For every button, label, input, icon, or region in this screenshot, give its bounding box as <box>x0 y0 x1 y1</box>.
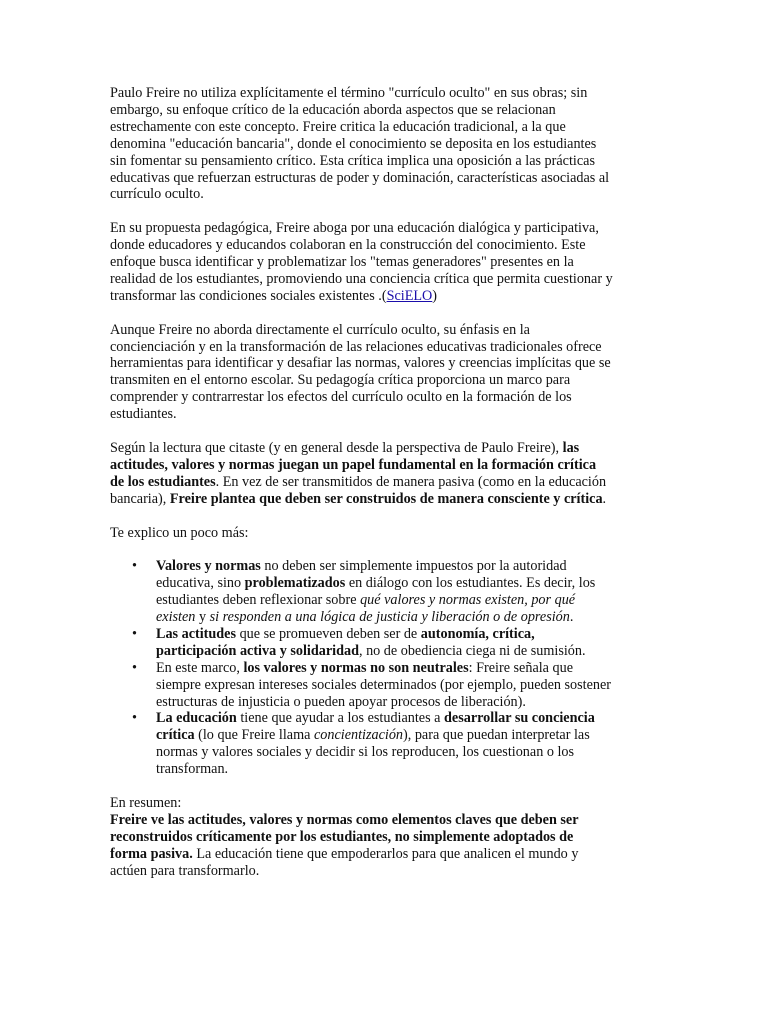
text-line <box>156 558 662 575</box>
text-segment: : Freire señala que <box>468 659 574 676</box>
text-segment: (lo que Freire llama <box>194 727 314 744</box>
text-line <box>110 846 662 863</box>
text-line: comprender y contrarrestar los efectos del currículo oculto en la formación de los <box>110 389 572 406</box>
text-segment: no deben ser simplemente impuestos por la autoridad <box>260 558 567 575</box>
bullet-icon: • <box>132 625 137 642</box>
text-line <box>110 288 662 305</box>
list-item <box>110 558 662 626</box>
list-item <box>110 626 662 660</box>
text-line: actúen para transformarlo. <box>110 862 260 879</box>
bold-segment: Freire ve las actitudes, valores y normas como elementos claves que deben ser <box>110 811 579 828</box>
paragraph-intro <box>110 85 662 203</box>
document-page <box>110 85 662 896</box>
text-segment: La educación tiene que empoderarlos para que analicen el mundo y <box>192 845 579 862</box>
list-item <box>110 660 662 711</box>
text-line <box>110 812 662 829</box>
text-line <box>156 660 662 677</box>
text-line: estrechamente con este concepto. Freire critica la educación tradicional, a la que <box>110 118 566 135</box>
italic-segment: existen <box>156 609 196 626</box>
bullet-icon: • <box>132 659 137 676</box>
paragraph-summary <box>110 795 662 880</box>
text-segment: . En vez de ser transmitidos de manera pasiva (como en la educación <box>215 473 607 490</box>
bullet-icon: • <box>132 710 137 727</box>
text-segment: transformar las condiciones sociales existentes .( <box>110 287 387 304</box>
italic-segment: qué valores y normas existen, por qué <box>360 592 576 609</box>
text-segment: estudiantes deben reflexionar sobre <box>156 592 361 609</box>
text-line: educativas que refuerzan estructuras de poder y dominación, características asociadas al <box>110 169 610 186</box>
text-line <box>156 575 662 592</box>
list-item <box>110 710 662 778</box>
paragraph-concientizacion <box>110 322 662 423</box>
text-line <box>156 592 662 609</box>
text-line: normas y valores sociales y decidir si los reproducen, los cuestionan o los <box>156 744 575 761</box>
italic-segment: concientización <box>313 727 404 744</box>
text-line <box>110 829 662 846</box>
text-segment: ), para que puedan interpretar las <box>403 727 590 744</box>
text-line: enfoque busca identificar y problematizar los "temas generadores" presentes en la <box>110 254 574 271</box>
text-segment: , no de obediencia ciega ni de sumisión. <box>358 642 586 659</box>
text-line <box>110 474 662 491</box>
text-segment: . <box>569 609 574 626</box>
text-line: currículo oculto. <box>110 186 204 203</box>
bullet-list <box>110 558 662 778</box>
bold-segment: de los estudiantes <box>110 473 216 490</box>
bold-segment: actitudes, valores y normas juegan un papel fundamental en la formación crítica <box>110 456 597 473</box>
text-segment: educativa, sino <box>156 575 245 592</box>
text-segment: en diálogo con los estudiantes. Es decir, los <box>345 575 596 592</box>
text-line: Aunque Freire no aborda directamente el currículo oculto, su énfasis en la <box>110 321 530 338</box>
text-line: realidad de los estudiantes, promoviendo una conciencia crítica que permita cuestionar y <box>110 270 613 287</box>
paragraph-pedagogy <box>110 220 662 305</box>
text-line <box>156 727 662 744</box>
paragraph-reading <box>110 440 662 508</box>
text-line <box>110 457 662 474</box>
text-segment: ) <box>432 287 438 304</box>
text-line: denomina "educación bancaria", donde el conocimiento se deposita en los estudiantes <box>110 135 597 152</box>
text-line: estructuras de injusticia o pueden apoyar procesos de liberación). <box>156 693 526 710</box>
text-line: embargo, su enfoque crítico de la educación aborda aspectos que se relacionan <box>110 101 556 118</box>
text-line: En su propuesta pedagógica, Freire aboga por una educación dialógica y participativa, <box>110 220 599 237</box>
text-line <box>110 491 662 508</box>
text-line: donde educadores y educandos colaboran en la construcción del conocimiento. Este <box>110 237 586 254</box>
bold-segment: Las actitudes <box>156 625 237 642</box>
text-segment: que se promueven deben ser de <box>236 625 421 642</box>
text-line: estudiantes. <box>110 406 177 423</box>
text-line: herramientas para identificar y desafiar las normas, valores y creencias implícitas que se <box>110 355 611 372</box>
bold-segment: crítica <box>156 727 195 744</box>
bold-segment: Freire plantea que deben ser construidos de manera consciente y crítica <box>169 490 603 507</box>
text-line: Te explico un poco más: <box>110 524 249 541</box>
bold-segment: problematizados <box>244 575 346 592</box>
text-line: sin fomentar su pensamiento crítico. Esta crítica implica una oposición a las prácticas <box>110 152 595 169</box>
bold-segment: desarrollar su conciencia <box>444 710 595 727</box>
bold-segment: los valores y normas no son neutrales <box>243 659 469 676</box>
bullet-icon: • <box>132 558 137 575</box>
scielo-link[interactable]: SciELO <box>386 287 433 304</box>
bold-segment: forma pasiva. <box>110 845 193 862</box>
text-segment: Según la lectura que citaste (y en general desde la perspectiva de Paulo Freire), <box>110 439 563 456</box>
text-segment: y <box>195 609 210 626</box>
bold-segment: autonomía, crítica, <box>420 625 535 642</box>
text-line: transforman. <box>156 761 229 778</box>
summary-heading: En resumen: <box>110 794 182 811</box>
bold-segment: La educación <box>156 710 237 727</box>
text-line: siempre expresan intereses sociales determinados (por ejemplo, pueden sostener <box>156 676 612 693</box>
bold-segment: reconstruidos críticamente por los estudiantes, no simplemente adoptados de <box>110 828 574 845</box>
text-segment: En este marco, <box>156 659 244 676</box>
italic-segment: si responden a una lógica de justicia y liberación o de opresión <box>209 609 570 626</box>
text-segment: bancaria), <box>110 490 170 507</box>
bold-segment: las <box>562 439 580 456</box>
text-segment: . <box>602 490 607 507</box>
bold-segment: participación activa y solidaridad <box>156 642 359 659</box>
text-line: concienciación y en la transformación de las relaciones educativas tradicionales ofrece <box>110 338 602 355</box>
text-line <box>156 609 662 626</box>
text-segment: tiene que ayudar a los estudiantes a <box>236 710 445 727</box>
text-line <box>156 626 662 643</box>
text-line: Paulo Freire no utiliza explícitamente el término "currículo oculto" en sus obras; sin <box>110 85 588 101</box>
bold-segment: Valores y normas <box>156 558 261 575</box>
text-line <box>156 710 662 727</box>
text-line: transmiten en el entorno escolar. Su pedagogía crítica proporciona un marco para <box>110 372 571 389</box>
text-line <box>156 643 662 660</box>
text-line <box>110 440 662 457</box>
paragraph-explain <box>110 525 662 542</box>
